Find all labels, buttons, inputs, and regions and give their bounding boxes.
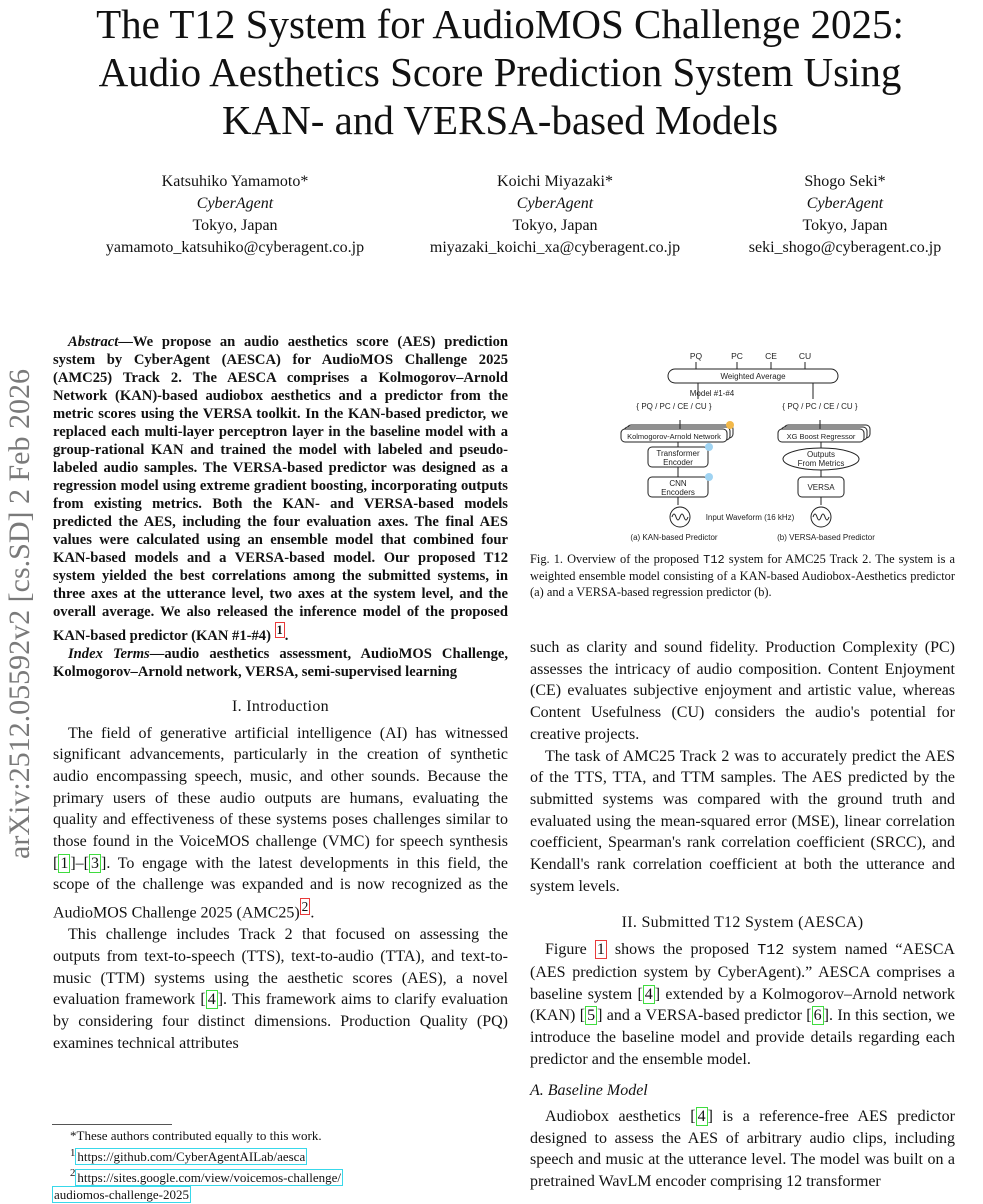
- system-name: T12: [757, 942, 785, 960]
- footnote-2-cont: [52, 1186, 512, 1204]
- author-name: Shogo Seki*: [804, 173, 886, 190]
- figure-1: [608, 345, 898, 545]
- left-column: [53, 333, 508, 1054]
- fig-metrics-label-1: Outputs: [806, 450, 836, 459]
- citation-4[interactable]: 4: [644, 985, 653, 1003]
- citation-1[interactable]: 1: [60, 854, 69, 872]
- fig-transformer-marker: [705, 443, 713, 451]
- index-terms-text: —audio aesthetics assessment, AudioMOS Challenge, Kolmogorov–Arnold network, VERSA, semi-supervised learning: [53, 645, 508, 680]
- abstract-end: .: [284, 627, 289, 644]
- fig-kan-marker: [726, 421, 734, 429]
- fig-metrics-label-2: From Metrics: [797, 459, 845, 468]
- text-run: This challenge includes Track 2 that focused on assessing the outputs from text-to-speech (TTS), text-to-audio (TTA), and text-to-music (TTM) systems using the aesthetic scores (AES), a novel evaluation framework [: [53, 926, 508, 1009]
- caption-system-name: T12: [703, 553, 725, 567]
- subsection-heading-baseline: A. Baseline Model: [530, 1082, 648, 1100]
- abstract-text: —We propose an audio aesthetics score (AES) prediction system by CyberAgent (AESCA) for AudioMOS Challenge 2025 (AMC25) Track 2. The AESCA comprises a Kolmogorov–Arnold Network (KAN)-based audiobox aesthetics and a predictor from the metric scores using the VERSA toolkit. In the KAN-based predictor, we replaced each multi-layer perceptron layer in the baseline model with a group-rational KAN and trained the model with labeled and pseudo-labeled audio samples. The VERSA-based predictor was designed as a regression model using extreme gradient boosting, incorporating outputs from existing metrics. Both the KAN- and VERSA-based models predicted the AES, including the four evaluation axes. The final AES values were calculated using an ensemble model that combined four KAN-based models and a VERSA-based model. Our proposed T12 system yielded the best correlations among the submitted systems, in three axes at the utterance level, two axes at the system level, and the overall average. We also released the inference model of the proposed KAN-based predictor (KAN #1-#4): [53, 334, 508, 644]
- right-paragraph-4: [530, 1106, 955, 1193]
- author-affiliation: CyberAgent: [806, 195, 884, 212]
- fig-cnn-marker: [705, 473, 713, 481]
- fig-label-a: (a) KAN-based Predictor: [630, 533, 718, 542]
- right-paragraph-3: [530, 939, 955, 1070]
- fig-model-label: Model #1-#4: [689, 389, 735, 398]
- fig-input-label: Input Waveform (16 kHz): [705, 513, 795, 522]
- author-email: yamamoto_katsuhiko@cyberagent.co.jp: [105, 239, 365, 256]
- fig-output-ce: CE: [765, 351, 777, 361]
- figure-caption: [530, 551, 955, 600]
- fig-transformer-label-1: Transformer: [656, 449, 700, 458]
- fig-kan-label: Kolmogorov-Arnold Network: [627, 432, 721, 441]
- footnote-1: [52, 1145, 512, 1166]
- citation-4[interactable]: 4: [697, 1108, 706, 1126]
- author-name: Katsuhiko Yamamoto*: [161, 173, 309, 190]
- index-terms-label: Index Terms: [68, 645, 150, 662]
- text-run: .: [310, 904, 315, 922]
- footnote-2-link[interactable]: https://sites.google.com/view/voicemos-challenge/: [77, 1169, 341, 1185]
- paper-title: The T12 System for AudioMOS Challenge 2025: Audio Aesthetics Score Prediction System Using KAN- and VERSA-based Models: [96, 1, 904, 143]
- author-location: Tokyo, Japan: [802, 217, 888, 234]
- author-block-3: [715, 171, 975, 259]
- footnote-ref-2[interactable]: 2: [301, 899, 309, 915]
- arxiv-id: arXiv:2512.05592v2 [cs.SD] 2 Feb 2026: [3, 369, 36, 859]
- text-run: Figure: [545, 941, 595, 959]
- fig-output-pc: PC: [731, 351, 743, 361]
- citation-6[interactable]: 6: [813, 1007, 822, 1025]
- author-affiliation: CyberAgent: [196, 195, 274, 212]
- footnote-2-link-cont[interactable]: audiomos-challenge-2025: [54, 1187, 190, 1203]
- fig-output-pq: PQ: [689, 351, 703, 361]
- author-location: Tokyo, Japan: [192, 217, 278, 234]
- text-run: ]–[: [70, 854, 89, 872]
- right-paragraph-2: The task of AMC25 Track 2 was to accurately predict the AES of the TTS, TTA, and TTM samples. The AES predicted by the submitted systems was compared with the ground truth and evaluated using the mean-squared error (MSE), linear correlation coefficient, Spearman's rank correlation coefficient (SRCC), and Kendall's rank correlation coefficient at both the utterance and system levels.: [530, 747, 955, 895]
- caption-prefix: Fig. 1. Overview of the proposed: [530, 552, 704, 566]
- author-affiliation: CyberAgent: [516, 195, 594, 212]
- footnote-rule: [52, 1124, 172, 1125]
- abstract-label: Abstract: [68, 334, 119, 350]
- footnote-equal: *These authors contributed equally to this work.: [70, 1128, 322, 1143]
- author-block-1: [80, 171, 390, 259]
- footnote-ref-1[interactable]: 1: [276, 623, 283, 637]
- citation-4[interactable]: 4: [207, 991, 216, 1009]
- fig-label-b: (b) VERSA-based Predictor: [777, 533, 875, 542]
- text-run: shows the proposed: [606, 941, 758, 959]
- right-column: [530, 637, 955, 1193]
- abstract: [53, 333, 508, 645]
- caption-text: system for AMC25 Track 2. The system is a weighted ensemble model consisting of a KAN-based Audiobox-Aesthetics predictor (a) and a VERSA-based regression predictor (b).: [530, 552, 955, 599]
- author-name: Koichi Miyazaki*: [497, 173, 613, 190]
- section-heading-introduction: I. Introduction: [232, 697, 329, 715]
- text-run: ]. In this section, we introduce the baseline model and provide details regarding each predictor and the ensemble model.: [530, 1007, 955, 1068]
- footnote-2-mark: 2: [70, 1167, 76, 1180]
- footnote-1-link[interactable]: https://github.com/CyberAgentAILab/aesca: [77, 1148, 306, 1164]
- text-run: system named “AESCA (AES prediction system by CyberAgent).” AESCA comprises a baseline system [: [530, 941, 955, 1003]
- author-email: miyazaki_koichi_xa@cyberagent.co.jp: [429, 239, 681, 256]
- fig-output-cu: CU: [798, 351, 812, 361]
- text-run: ] is a reference-free AES predictor designed to assess the AES of arbitrary audio clips, including speech and music at the utterance level. The model was built on a pretrained WavLM encoder comprising 12 transformer: [530, 1108, 956, 1191]
- intro-paragraph-1: [53, 723, 508, 925]
- section-heading-submitted: II. Submitted T12 System (AESCA): [621, 914, 864, 932]
- fig-xgb-label: XG Boost Regressor: [786, 432, 856, 441]
- intro-paragraph-2: [53, 924, 508, 1054]
- footnote-2: [52, 1165, 512, 1186]
- text-run: Audiobox aesthetics [: [545, 1108, 696, 1126]
- text-run: The field of generative artificial intelligence (AI) has witnessed significant advancements, particularly in the creation of synthetic audio encompassing speech, music, and other sounds. Because the primary users of these audio outputs are humans, evaluating the quality and effectiveness of these systems poses challenges similar to those found in the VoiceMOS challenge (VMC) for speech synthesis [: [53, 724, 508, 872]
- footnotes: [52, 1127, 512, 1204]
- footnote-1-mark: 1: [70, 1146, 76, 1159]
- text-run: ] and a VERSA-based predictor [: [597, 1007, 812, 1025]
- fig-axes-right: { PQ / PC / CE / CU }: [782, 402, 858, 411]
- fig-transformer-label-2: Encoder: [663, 458, 693, 467]
- citation-5[interactable]: 5: [587, 1007, 596, 1025]
- fig-versa-label: VERSA: [807, 483, 835, 492]
- index-terms: [53, 645, 508, 681]
- fig-axes-left: { PQ / PC / CE / CU }: [636, 402, 712, 411]
- text-run: ] extended by a Kolmogorov–Arnold network (KAN) [: [530, 985, 955, 1025]
- author-block-2: [400, 171, 710, 259]
- arxiv-stamp: [5, 312, 35, 916]
- right-paragraph-1: such as clarity and sound fidelity. Production Complexity (PC) assesses the intricacy of audio composition. Content Enjoyment (CE) evaluates subjective enjoyment and artistic value, whereas Content Usefulness (CU) considers the audio's potential for creative projects.: [530, 639, 955, 743]
- author-email: seki_shogo@cyberagent.co.jp: [748, 239, 942, 256]
- fig-cnn-label-2: Encoders: [661, 488, 695, 497]
- figure-ref-1[interactable]: 1: [596, 941, 605, 959]
- fig-cnn-label-1: CNN: [669, 479, 687, 488]
- fig-weighted-average: Weighted Average: [720, 372, 786, 381]
- text-run: ]. To engage with the latest developments in this field, the scope of the challenge was expanded and is now recognized as the AudioMOS Challenge 2025 (AMC25): [53, 854, 508, 922]
- author-location: Tokyo, Japan: [512, 217, 598, 234]
- text-run: ]. This framework aims to clarify evaluation by considering four distinct dimensions. Production Quality (PQ) examines technical attributes: [53, 991, 508, 1052]
- citation-3[interactable]: 3: [90, 854, 99, 872]
